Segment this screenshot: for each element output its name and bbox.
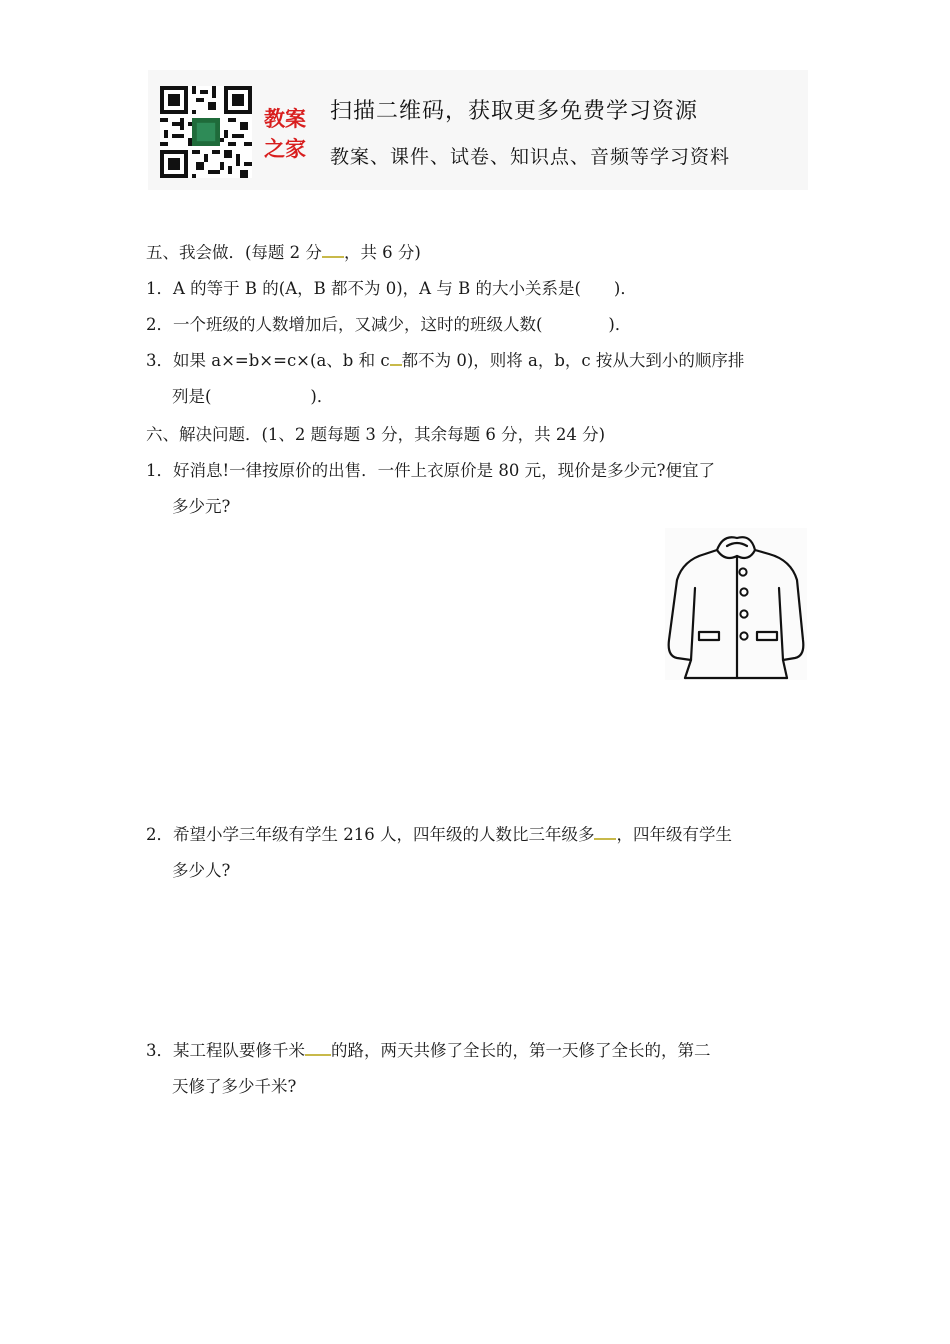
fraction-blank — [322, 247, 344, 258]
section6-title: 六、解决问题．(1、2 题每题 3 分，其余每题 6 分，共 24 分) — [146, 425, 606, 444]
slogan-sub: 教案、课件、试卷、知识点、音频等学习资料 — [330, 146, 731, 168]
section5-q1: 1．A 的等于 B 的(A，B 都不为 0)，A 与 B 的大小关系是( )． — [146, 279, 637, 298]
section6-p3-line1: 3．某工程队要修千米 的路，两天共修了全长的，第一天修了全长的，第二 — [146, 1041, 711, 1060]
slogan-main: 扫描二维码，获取更多免费学习资源 — [330, 99, 699, 124]
qr-code-icon — [160, 86, 252, 178]
fraction-blank — [594, 829, 616, 840]
section6-p3-line2: 天修了多少千米? — [172, 1077, 297, 1096]
section6-p2-line1: 2．希望小学三年级有学生 216 人，四年级的人数比三年级多 ，四年级有学生 — [146, 825, 732, 844]
section5-q2: 2．一个班级的人数增加后，又减少，这时的班级人数( )． — [146, 315, 632, 334]
section6-p1-line2: 多少元? — [172, 497, 231, 516]
section5-q3-line2: 列是( )． — [172, 387, 334, 406]
section6-p1-line1: 1．好消息!一律按原价的出售．一件上衣原价是 80 元，现价是多少元?便宜了 — [146, 461, 715, 480]
fraction-blank — [390, 355, 402, 366]
jacket-illustration — [665, 528, 807, 680]
section5-title: 五、我会做．(每题 2 分 ，共 6 分) — [146, 243, 421, 262]
section5-q3-line1: 3．如果 a×=b×=c×(a、b 和 c 都不为 0)，则将 a，b，c 按从大到小的顺序排 — [146, 351, 745, 370]
section6-p2-line2: 多少人? — [172, 861, 231, 880]
fraction-blank — [305, 1045, 331, 1056]
header-banner — [148, 70, 808, 190]
brand-logo-text: 教案之家 — [264, 107, 306, 161]
